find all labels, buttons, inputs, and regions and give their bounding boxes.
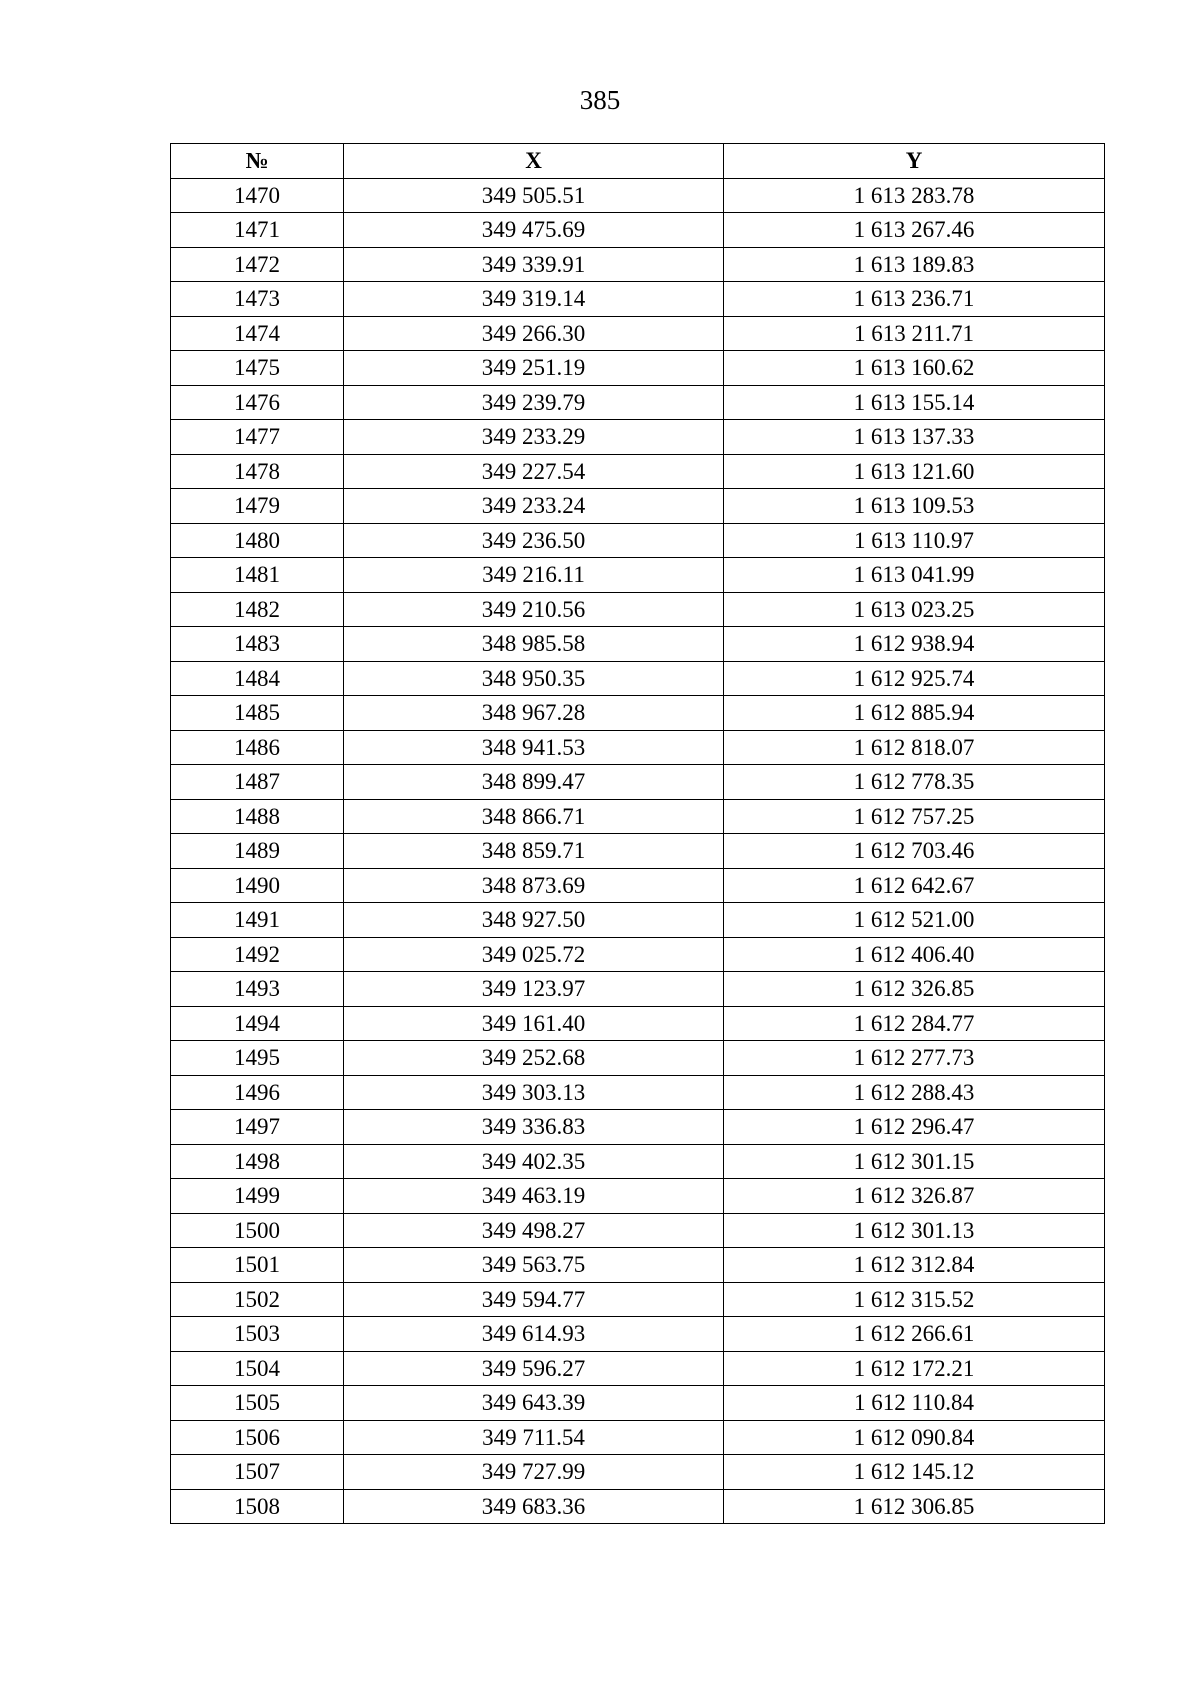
table-row <box>171 661 1105 696</box>
cell-number: 1472 <box>171 247 344 282</box>
table-row <box>171 351 1105 386</box>
cell-x: 349 475.69 <box>344 213 724 248</box>
cell-y: 1 612 090.84 <box>724 1420 1105 1455</box>
cell-number: 1483 <box>171 627 344 662</box>
table-row <box>171 972 1105 1007</box>
cell-y: 1 612 172.21 <box>724 1351 1105 1386</box>
cell-number: 1486 <box>171 730 344 765</box>
cell-x: 349 339.91 <box>344 247 724 282</box>
cell-y: 1 612 110.84 <box>724 1386 1105 1421</box>
cell-x: 348 941.53 <box>344 730 724 765</box>
cell-x: 348 985.58 <box>344 627 724 662</box>
cell-number: 1489 <box>171 834 344 869</box>
cell-x: 349 233.24 <box>344 489 724 524</box>
cell-number: 1500 <box>171 1213 344 1248</box>
cell-number: 1488 <box>171 799 344 834</box>
cell-x: 348 859.71 <box>344 834 724 869</box>
header-number: № <box>171 144 344 179</box>
cell-x: 349 227.54 <box>344 454 724 489</box>
cell-y: 1 612 642.67 <box>724 868 1105 903</box>
table-row <box>171 730 1105 765</box>
cell-y: 1 612 326.85 <box>724 972 1105 1007</box>
cell-x: 349 025.72 <box>344 937 724 972</box>
cell-y: 1 612 885.94 <box>724 696 1105 731</box>
table-row <box>171 1110 1105 1145</box>
cell-number: 1504 <box>171 1351 344 1386</box>
cell-number: 1485 <box>171 696 344 731</box>
cell-x: 349 239.79 <box>344 385 724 420</box>
table-row <box>171 178 1105 213</box>
cell-y: 1 613 023.25 <box>724 592 1105 627</box>
cell-y: 1 612 277.73 <box>724 1041 1105 1076</box>
table-row <box>171 523 1105 558</box>
table-row <box>171 1282 1105 1317</box>
table-row <box>171 799 1105 834</box>
cell-x: 349 683.36 <box>344 1489 724 1524</box>
page-number: 385 <box>579 85 621 115</box>
cell-y: 1 612 521.00 <box>724 903 1105 938</box>
table-row <box>171 1248 1105 1283</box>
cell-number: 1492 <box>171 937 344 972</box>
cell-x: 349 594.77 <box>344 1282 724 1317</box>
cell-y: 1 612 818.07 <box>724 730 1105 765</box>
cell-y: 1 612 757.25 <box>724 799 1105 834</box>
cell-x: 348 873.69 <box>344 868 724 903</box>
cell-x: 349 336.83 <box>344 1110 724 1145</box>
cell-number: 1507 <box>171 1455 344 1490</box>
cell-x: 348 866.71 <box>344 799 724 834</box>
header-x: X <box>344 144 724 179</box>
table-row <box>171 1489 1105 1524</box>
cell-number: 1484 <box>171 661 344 696</box>
cell-number: 1497 <box>171 1110 344 1145</box>
cell-y: 1 612 266.61 <box>724 1317 1105 1352</box>
cell-number: 1495 <box>171 1041 344 1076</box>
table-row <box>171 1386 1105 1421</box>
table-row <box>171 420 1105 455</box>
table-row <box>171 1420 1105 1455</box>
table-row <box>171 316 1105 351</box>
cell-number: 1471 <box>171 213 344 248</box>
cell-y: 1 612 925.74 <box>724 661 1105 696</box>
cell-y: 1 612 306.85 <box>724 1489 1105 1524</box>
header-y: Y <box>724 144 1105 179</box>
table-row <box>171 627 1105 662</box>
cell-x: 349 596.27 <box>344 1351 724 1386</box>
cell-x: 348 967.28 <box>344 696 724 731</box>
table-row <box>171 696 1105 731</box>
cell-y: 1 613 109.53 <box>724 489 1105 524</box>
cell-x: 348 927.50 <box>344 903 724 938</box>
cell-x: 349 303.13 <box>344 1075 724 1110</box>
table-row <box>171 1317 1105 1352</box>
cell-number: 1498 <box>171 1144 344 1179</box>
cell-number: 1491 <box>171 903 344 938</box>
cell-x: 349 236.50 <box>344 523 724 558</box>
table-row <box>171 1144 1105 1179</box>
cell-x: 349 727.99 <box>344 1455 724 1490</box>
table-row <box>171 489 1105 524</box>
table-row <box>171 937 1105 972</box>
cell-y: 1 613 283.78 <box>724 178 1105 213</box>
cell-x: 348 950.35 <box>344 661 724 696</box>
cell-y: 1 612 703.46 <box>724 834 1105 869</box>
cell-y: 1 612 326.87 <box>724 1179 1105 1214</box>
cell-y: 1 613 137.33 <box>724 420 1105 455</box>
cell-y: 1 613 121.60 <box>724 454 1105 489</box>
table-row <box>171 903 1105 938</box>
cell-y: 1 612 301.13 <box>724 1213 1105 1248</box>
cell-y: 1 612 284.77 <box>724 1006 1105 1041</box>
cell-y: 1 613 160.62 <box>724 351 1105 386</box>
table-row <box>171 1041 1105 1076</box>
cell-y: 1 613 189.83 <box>724 247 1105 282</box>
table-row <box>171 385 1105 420</box>
table-header-row <box>171 144 1105 179</box>
cell-x: 349 643.39 <box>344 1386 724 1421</box>
table-body <box>171 178 1105 1524</box>
table-row <box>171 592 1105 627</box>
cell-y: 1 612 938.94 <box>724 627 1105 662</box>
cell-y: 1 612 296.47 <box>724 1110 1105 1145</box>
cell-number: 1477 <box>171 420 344 455</box>
cell-number: 1502 <box>171 1282 344 1317</box>
cell-number: 1470 <box>171 178 344 213</box>
cell-y: 1 613 155.14 <box>724 385 1105 420</box>
cell-y: 1 612 315.52 <box>724 1282 1105 1317</box>
cell-x: 349 402.35 <box>344 1144 724 1179</box>
cell-y: 1 612 288.43 <box>724 1075 1105 1110</box>
cell-x: 349 319.14 <box>344 282 724 317</box>
cell-x: 349 614.93 <box>344 1317 724 1352</box>
cell-x: 349 498.27 <box>344 1213 724 1248</box>
cell-y: 1 613 110.97 <box>724 523 1105 558</box>
cell-number: 1487 <box>171 765 344 800</box>
table-row <box>171 1006 1105 1041</box>
cell-number: 1480 <box>171 523 344 558</box>
cell-number: 1479 <box>171 489 344 524</box>
cell-x: 349 233.29 <box>344 420 724 455</box>
cell-y: 1 612 301.15 <box>724 1144 1105 1179</box>
table-row <box>171 282 1105 317</box>
table-row <box>171 247 1105 282</box>
table-row <box>171 558 1105 593</box>
cell-x: 349 216.11 <box>344 558 724 593</box>
cell-x: 349 251.19 <box>344 351 724 386</box>
table-row <box>171 1179 1105 1214</box>
cell-y: 1 613 267.46 <box>724 213 1105 248</box>
cell-number: 1503 <box>171 1317 344 1352</box>
cell-x: 349 123.97 <box>344 972 724 1007</box>
cell-number: 1505 <box>171 1386 344 1421</box>
cell-number: 1475 <box>171 351 344 386</box>
cell-number: 1494 <box>171 1006 344 1041</box>
cell-x: 349 563.75 <box>344 1248 724 1283</box>
cell-number: 1493 <box>171 972 344 1007</box>
cell-x: 349 505.51 <box>344 178 724 213</box>
cell-number: 1474 <box>171 316 344 351</box>
cell-number: 1476 <box>171 385 344 420</box>
cell-x: 349 266.30 <box>344 316 724 351</box>
table-row <box>171 1455 1105 1490</box>
cell-number: 1481 <box>171 558 344 593</box>
table-row <box>171 1351 1105 1386</box>
table-row <box>171 1213 1105 1248</box>
cell-number: 1501 <box>171 1248 344 1283</box>
cell-x: 348 899.47 <box>344 765 724 800</box>
cell-number: 1478 <box>171 454 344 489</box>
cell-x: 349 161.40 <box>344 1006 724 1041</box>
cell-number: 1496 <box>171 1075 344 1110</box>
cell-number: 1499 <box>171 1179 344 1214</box>
cell-y: 1 612 406.40 <box>724 937 1105 972</box>
coordinates-table <box>170 143 1105 1524</box>
cell-x: 349 252.68 <box>344 1041 724 1076</box>
table-row <box>171 765 1105 800</box>
table-row <box>171 213 1105 248</box>
table-row <box>171 834 1105 869</box>
table-row <box>171 1075 1105 1110</box>
cell-x: 349 210.56 <box>344 592 724 627</box>
cell-y: 1 612 145.12 <box>724 1455 1105 1490</box>
cell-y: 1 612 312.84 <box>724 1248 1105 1283</box>
cell-x: 349 463.19 <box>344 1179 724 1214</box>
cell-y: 1 613 211.71 <box>724 316 1105 351</box>
cell-y: 1 612 778.35 <box>724 765 1105 800</box>
cell-number: 1506 <box>171 1420 344 1455</box>
table-row <box>171 454 1105 489</box>
table-row <box>171 868 1105 903</box>
cell-y: 1 613 236.71 <box>724 282 1105 317</box>
cell-number: 1490 <box>171 868 344 903</box>
cell-number: 1508 <box>171 1489 344 1524</box>
cell-number: 1473 <box>171 282 344 317</box>
cell-number: 1482 <box>171 592 344 627</box>
cell-x: 349 711.54 <box>344 1420 724 1455</box>
cell-y: 1 613 041.99 <box>724 558 1105 593</box>
